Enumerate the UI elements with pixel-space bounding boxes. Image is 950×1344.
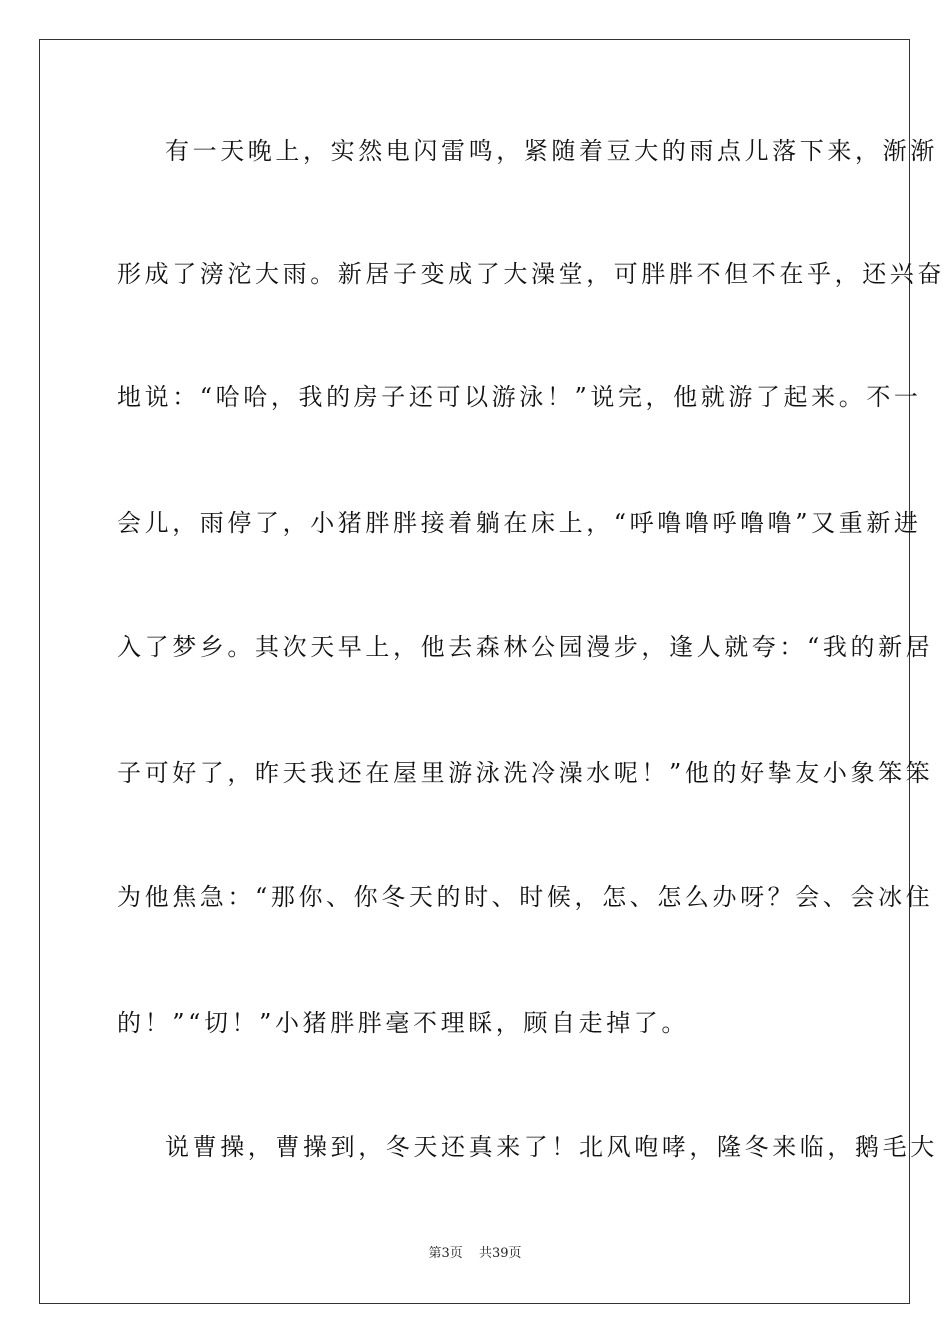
paragraph-1-line-5: 入了梦乡。其次天早上，他去森林公园漫步，逢人就夸：“我的新居 [117,633,934,661]
paragraph-1-line-2: 形成了滂沱大雨。新居子变成了大澡堂，可胖胖不但不在乎，还兴奋 [117,260,945,288]
paragraph-1-line-1: 有一天晚上，实然电闪雷鸣，紧随着豆大的雨点儿落下来，渐渐 [165,137,938,165]
paragraph-1-line-3: 地说：“哈哈，我的房子还可以游泳！”说完，他就游了起来。不一 [117,383,922,411]
paragraph-1-line-4: 会儿，雨停了，小猪胖胖接着躺在床上，“呼噜噜呼噜噜”又重新进 [117,509,922,537]
page-footer [0,1242,950,1261]
page-number: 第3页 [428,1246,463,1261]
paragraph-1-line-8: 的！”“切！”小猪胖胖毫不理睬，顾自走掉了。 [117,1009,690,1037]
total-pages: 共39页 [478,1246,522,1261]
paragraph-1-line-7: 为他焦急：“那你、你冬天的时、时候，怎、怎么办呀？会、会冰住 [117,883,934,911]
page-border [39,39,945,1304]
paragraph-1-line-6: 子可好了，昨天我还在屋里游泳洗冷澡水呢！”他的好挚友小象笨笨 [117,759,934,787]
paragraph-2-line-1: 说曹操，曹操到，冬天还真来了！北风咆哮，隆冬来临，鹅毛大 [165,1133,938,1161]
